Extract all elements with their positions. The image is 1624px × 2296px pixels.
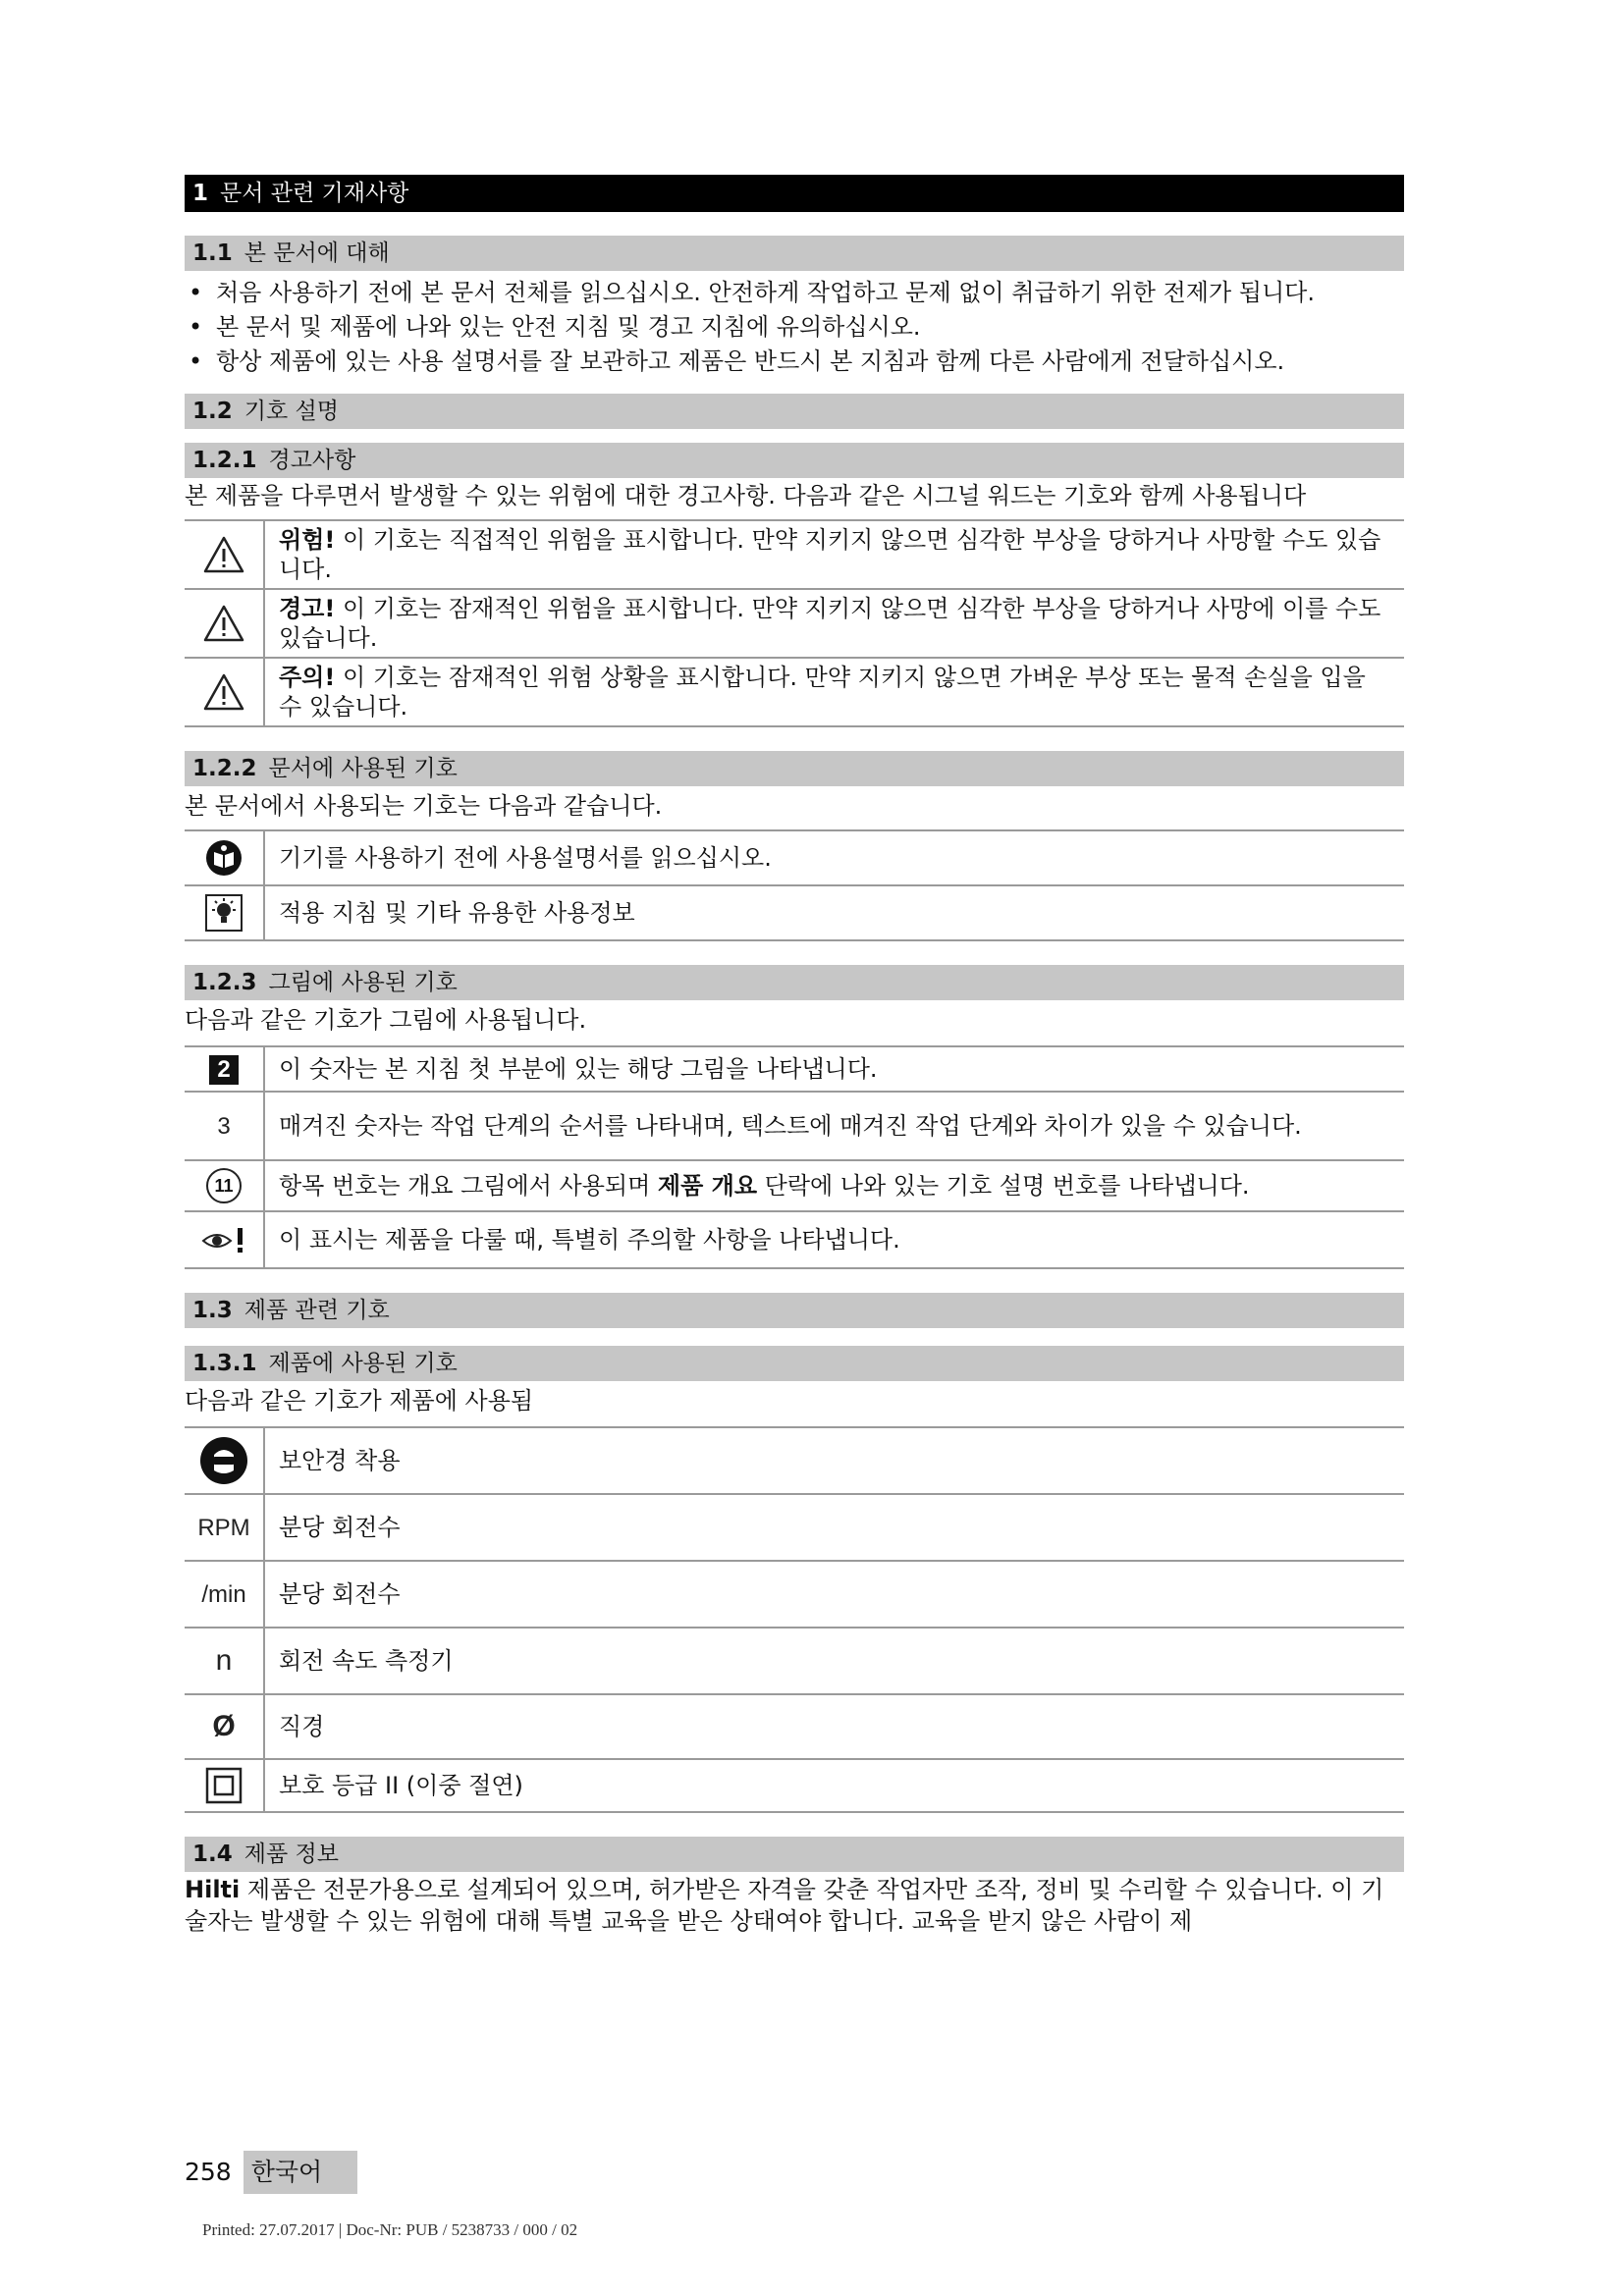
- section-1-2-1-heading: 1.2.1 경고사항: [185, 443, 1404, 478]
- signal-word-warning: 경고!: [279, 595, 336, 622]
- section-1-2-heading: 1.2 기호 설명: [185, 394, 1404, 429]
- product-symbols-table: [185, 1426, 1404, 1813]
- warning-text: 이 기호는 잠재적인 위험 상황을 표시합니다. 만약 지키지 않으면 가벼운 부상 또는 물적 손실을 입을 수 있습니다.: [279, 664, 1366, 721]
- item-number-icon: 11: [206, 1168, 242, 1203]
- list-item: • 처음 사용하기 전에 본 문서 전체를 읽으십시오. 안전하게 작업하고 문제 없이 취급하기 위한 전제가 됩니다.: [185, 277, 1404, 308]
- safety-goggles-icon: [185, 1435, 263, 1486]
- table-row: [185, 830, 1404, 885]
- product-info-text: Hilti 제품은 전문가용으로 설계되어 있으며, 허가받은 자격을 갖춘 작업자만 조작, 정비 및 수리할 수 있습니다. 이 기술자는 발생할 수 있는 위험에 대해 특별 교육을 받은 상태여야 합니다. 교육을 받지 않은 사람이 제: [185, 1876, 1384, 1935]
- figure-symbols-table: [185, 1045, 1404, 1269]
- table-row: [185, 885, 1404, 940]
- table-row: [185, 1211, 1404, 1268]
- table-cell: 기기를 사용하기 전에 사용설명서를 읽으십시오.: [279, 844, 772, 872]
- list-item: • 본 문서 및 제품에 나와 있는 안전 지침 및 경고 지침에 유의하십시오.: [185, 311, 1404, 343]
- step-number-icon: 3: [217, 1112, 231, 1140]
- section-1-1-heading: 1.1 본 문서에 대해: [185, 236, 1404, 271]
- table-row: [185, 1092, 1404, 1160]
- per-minute-icon: /min: [201, 1580, 246, 1608]
- table-row: [185, 1046, 1404, 1092]
- print-info: Printed: 27.07.2017 | Doc-Nr: PUB / 5238733 / 000 / 02: [202, 2220, 578, 2239]
- rpm-icon: RPM: [197, 1514, 250, 1541]
- signal-word-caution: 주의!: [279, 664, 336, 691]
- list-item: • 항상 제품에 있는 사용 설명서를 잘 보관하고 제품은 반드시 본 지침과 함께 다른 사람에게 전달하십시오.: [185, 346, 1404, 377]
- table-row: [185, 520, 1404, 589]
- warnings-intro: 본 제품을 다루면서 발생할 수 있는 위험에 대한 경고사항. 다음과 같은 시그널 워드는 기호와 함께 사용됩니다: [185, 482, 1307, 509]
- lightbulb-info-icon: [185, 893, 263, 933]
- language-label: 한국어: [244, 2151, 357, 2194]
- speed-n-icon: n: [215, 1643, 233, 1677]
- warnings-table: [185, 519, 1404, 727]
- table-cell: 항목 번호는 개요 그림에서 사용되며 제품 개요 단락에 나와 있는 기호 설명 번호를 나타냅니다.: [279, 1172, 1250, 1200]
- page-number: 258: [185, 2158, 232, 2186]
- table-row: [185, 1160, 1404, 1211]
- table-row: [185, 1694, 1404, 1759]
- table-cell: 보호 등급 II (이중 절연): [279, 1772, 523, 1799]
- section-1-3-heading: 1.3 제품 관련 기호: [185, 1293, 1404, 1328]
- table-cell: 회전 속도 측정기: [279, 1647, 454, 1675]
- table-row: [185, 1759, 1404, 1812]
- figure-symbols-intro: 다음과 같은 기호가 그림에 사용됩니다.: [185, 1006, 587, 1034]
- table-cell: 이 숫자는 본 지침 첫 부분에 있는 해당 그림을 나타냅니다.: [279, 1055, 878, 1083]
- warning-triangle-icon: [185, 672, 263, 712]
- table-cell: 직경: [279, 1713, 325, 1740]
- table-cell: 보안경 착용: [279, 1447, 401, 1474]
- manual-page: [185, 175, 1404, 1937]
- page-footer: [185, 2151, 357, 2194]
- signal-word-danger: 위험!: [279, 526, 336, 554]
- document-symbols-intro: 본 문서에서 사용되는 기호는 다음과 같습니다.: [185, 792, 663, 820]
- product-symbols-intro: 다음과 같은 기호가 제품에 사용됨: [185, 1387, 534, 1415]
- section-1-2-3-heading: 1.2.3 그림에 사용된 기호: [185, 965, 1404, 1000]
- table-row: [185, 1561, 1404, 1628]
- section-1-3-1-heading: 1.3.1 제품에 사용된 기호: [185, 1346, 1404, 1381]
- document-symbols-table: [185, 829, 1404, 941]
- table-row: [185, 589, 1404, 658]
- table-row: [185, 658, 1404, 726]
- figure-number-icon: 2: [209, 1055, 239, 1085]
- warning-text: 이 기호는 직접적인 위험을 표시합니다. 만약 지키지 않으면 심각한 부상을 당하거나 사망할 수도 있습니다.: [279, 526, 1381, 583]
- table-cell: 분당 회전수: [279, 1514, 401, 1541]
- read-manual-icon: [185, 838, 263, 878]
- section-1-4-heading: 1.4 제품 정보: [185, 1837, 1404, 1872]
- section-1-2-2-heading: 1.2.2 문서에 사용된 기호: [185, 751, 1404, 786]
- protection-class-ii-icon: [185, 1767, 263, 1804]
- warning-text: 이 기호는 잠재적인 위험을 표시합니다. 만약 지키지 않으면 심각한 부상을 당하거나 사망에 이를 수도 있습니다.: [279, 595, 1381, 652]
- diameter-icon: Ø: [212, 1709, 236, 1742]
- table-row: [185, 1494, 1404, 1561]
- table-cell: 분당 회전수: [279, 1580, 401, 1608]
- attention-eye-icon: [185, 1225, 263, 1255]
- about-document-list: [185, 277, 1404, 377]
- warning-triangle-icon: [185, 604, 263, 643]
- table-cell: 이 표시는 제품을 다룰 때, 특별히 주의할 사항을 나타냅니다.: [279, 1226, 900, 1254]
- table-cell: 적용 지침 및 기타 유용한 사용정보: [279, 899, 635, 927]
- warning-triangle-icon: [185, 535, 263, 574]
- table-row: [185, 1628, 1404, 1694]
- section-1-heading: 1 문서 관련 기재사항: [185, 175, 1404, 212]
- table-cell: 매겨진 숫자는 작업 단계의 순서를 나타내며, 텍스트에 매겨진 작업 단계와 차이가 있을 수 있습니다.: [279, 1112, 1302, 1140]
- brand-name: Hilti: [185, 1876, 241, 1903]
- table-row: [185, 1427, 1404, 1494]
